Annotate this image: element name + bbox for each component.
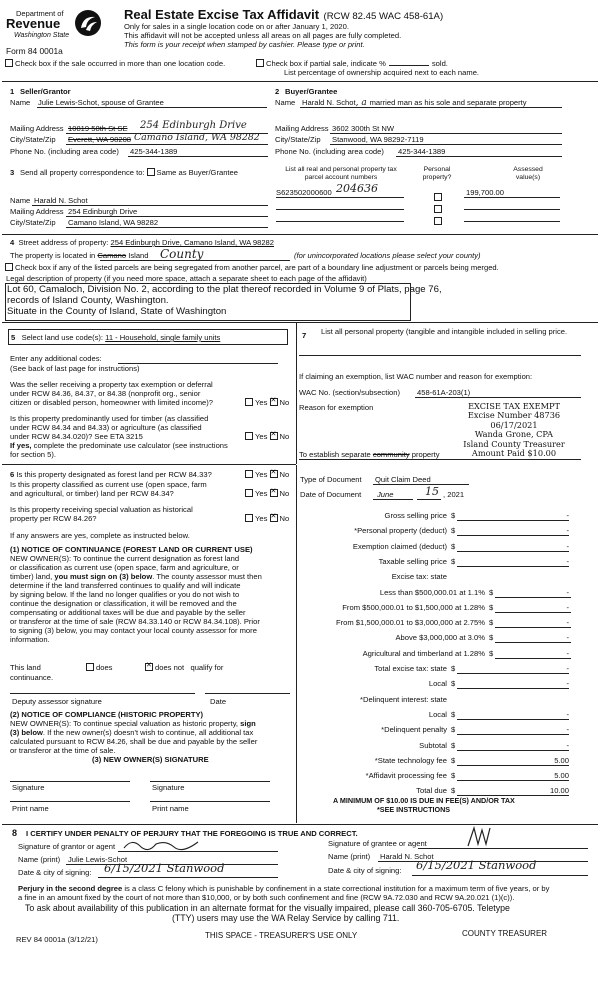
if-yes-bold: If yes, bbox=[10, 441, 32, 450]
parcel-col3-line2: value(s) bbox=[515, 174, 541, 181]
s8-grantee-name[interactable]: Harald N. Schot bbox=[380, 852, 434, 861]
s3-name[interactable]: Harald N. Schot bbox=[34, 196, 88, 205]
s6-date: Date bbox=[210, 697, 227, 706]
section-property bbox=[0, 235, 600, 321]
s8-grantor-name[interactable]: Julie Lewis-Schot bbox=[68, 855, 128, 864]
s6-n1-body bbox=[10, 554, 295, 644]
s5-for-section: for section 5). bbox=[10, 450, 57, 459]
s6-n2-body bbox=[10, 719, 295, 755]
perjury-rest: is a class C felony which is punishable by confinement in a state correctional institution for a maximum term of five years, or by bbox=[124, 884, 550, 893]
stamp-line-4: Wanda Grone, CPA bbox=[474, 429, 554, 440]
s3-same: Same as Buyer/Grantee bbox=[156, 168, 238, 177]
s6-sig-1[interactable]: Signature bbox=[12, 783, 45, 792]
s6-sig-2[interactable]: Signature bbox=[152, 783, 185, 792]
s6-q1-text: Is this property designated as forest land per RCW 84.33? bbox=[16, 470, 212, 479]
legal-line-1: Lot 60, Camaloch, Division No. 2, according to the plat thereof recorded in Volume 9 of Plats, page 76, bbox=[7, 284, 442, 295]
n1-body-a: NEW OWNER(S): To continue the current designation as forest land or classification as current use (open space, farm and agriculture, or timber) land, bbox=[10, 554, 240, 581]
doc-date-label: Date of Document bbox=[300, 490, 362, 499]
tax-value-b5[interactable]: - bbox=[566, 648, 569, 658]
s6-any-yes: If any answers are yes, complete as instructed below. bbox=[10, 531, 190, 540]
s6-q2-yesno[interactable] bbox=[245, 489, 289, 498]
tax-label-delinq-int: *Delinquent interest: state bbox=[360, 694, 447, 704]
no-label: No bbox=[279, 514, 290, 523]
s8-sig-grantee-label: Signature of grantee or agent bbox=[328, 839, 427, 848]
reason-struck: community bbox=[372, 450, 410, 459]
buyer-phone[interactable]: 425-344-1389 bbox=[398, 147, 446, 156]
s8-certify: I CERTIFY UNDER PENALTY OF PERJURY THAT THE FOREGOING IS TRUE AND CORRECT. bbox=[26, 829, 358, 838]
no-label: No bbox=[279, 432, 290, 441]
land-use-box bbox=[8, 329, 288, 345]
assessed-value[interactable]: 199,700.00 bbox=[466, 188, 505, 197]
s3-name-label: Name bbox=[10, 196, 31, 205]
multi-location-check[interactable] bbox=[5, 59, 225, 68]
s4-county-hand[interactable]: County bbox=[160, 247, 204, 261]
header-note-1: Only for sales in a single location code on or after January 1, 2020. bbox=[124, 22, 349, 31]
s6-q1-yesno[interactable] bbox=[245, 470, 289, 479]
s4-address-row bbox=[10, 238, 274, 247]
parcel-hand: 204636 bbox=[336, 182, 378, 195]
parcel-col3-line1: Assessed bbox=[513, 166, 543, 173]
perjury-bold: Perjury in the second degree bbox=[18, 884, 123, 893]
s7-wac[interactable]: 458-61A-203(1) bbox=[417, 388, 471, 397]
s5-exempt-q: Was the seller receiving a property tax exemption or deferral under RCW 84.36, 84.37, or 84.38 (nonprofit org., senior citizen or disabled person, homeowner with limited income)? bbox=[10, 380, 214, 407]
section-seller bbox=[0, 82, 300, 162]
tax-dollar-b3: $ bbox=[489, 618, 494, 628]
s4-address[interactable]: 254 Edinburgh Drive, Camano Island, WA 98282 bbox=[110, 238, 275, 247]
s6-n3-title: (3) NEW OWNER(S) SIGNATURE bbox=[92, 755, 209, 764]
tax-value-b1[interactable]: - bbox=[566, 587, 569, 597]
tax-dollar-exemption: $ bbox=[451, 541, 456, 551]
s3-city[interactable]: Camano Island, WA 98282 bbox=[68, 218, 159, 227]
yes-label: Yes bbox=[255, 470, 268, 479]
stamp-line-5: Island County Treasurer bbox=[463, 438, 565, 449]
tax-dollar-total-excise: $ bbox=[451, 664, 456, 673]
tax-label-local: Local bbox=[428, 679, 447, 689]
tax-label-gross: Gross selling price bbox=[384, 511, 447, 520]
tax-label-b5: Agricultural and timberland at 1.28% bbox=[362, 648, 485, 658]
dept-line1: Department of bbox=[16, 9, 64, 18]
parcel-col3 bbox=[490, 166, 566, 182]
s6-does[interactable] bbox=[86, 663, 112, 672]
tax-label-b4: Above $3,000,000 at 3.0% bbox=[395, 633, 485, 643]
doc-type[interactable]: Quit Claim Deed bbox=[375, 475, 431, 484]
s4-segregated-text: Check box if any of the listed parcels are being segregated from another parcel, are part of a boundary line adjustment or parcels being merged. bbox=[15, 263, 499, 272]
parcel-col2 bbox=[410, 166, 464, 182]
section-land-use bbox=[0, 322, 298, 466]
s6-q2b: and agricultural, or timber) land per RCW 84.34? bbox=[10, 489, 174, 498]
seller-mail-hand[interactable]: 254 Edinburgh Drive bbox=[140, 120, 247, 131]
tax-value-gross[interactable]: - bbox=[566, 511, 569, 520]
title-ref: (RCW 82.45 WAC 458-61A) bbox=[323, 11, 444, 22]
s4-unincorporated: (for unincorporated locations please select your county) bbox=[294, 251, 481, 260]
does-not-label: does not bbox=[155, 663, 185, 672]
tax-dollar-delinq-pen: $ bbox=[451, 725, 456, 735]
buyer-num: 2 bbox=[275, 87, 280, 96]
does-label: does bbox=[96, 663, 113, 672]
s8-alt-1: To ask about availability of this publication in an alternate format for the visually impaired, please call 360-705-6705. Teletype bbox=[25, 903, 510, 913]
s5-exempt-yesno[interactable] bbox=[245, 398, 289, 407]
s6-print-2[interactable]: Print name bbox=[152, 804, 189, 813]
tax-value-local[interactable]: - bbox=[566, 679, 569, 689]
tax-label-total-due: Total due bbox=[416, 786, 447, 796]
buyer-name-a: Harald N. Schot bbox=[302, 98, 356, 107]
s6-n2-title: (2) NOTICE OF COMPLIANCE (HISTORIC PROPERTY) bbox=[10, 710, 204, 719]
s4-located bbox=[10, 251, 148, 260]
footer-rev: REV 84 0001a (3/12/21) bbox=[16, 935, 98, 944]
s7-wac-label: WAC No. (section/subsection) bbox=[299, 388, 401, 397]
list-pct-text: List percentage of ownership acquired next to each name. bbox=[284, 68, 480, 77]
dept-line2: Revenue bbox=[6, 16, 61, 31]
tax-value-total-due[interactable]: 10.00 bbox=[549, 786, 569, 796]
s6-does-not[interactable] bbox=[145, 663, 223, 672]
seller-mail-label: Mailing Address bbox=[10, 124, 64, 133]
s8-grantor-name-label: Name (print) bbox=[18, 855, 61, 864]
s3-mail[interactable]: 254 Edinburgh Drive bbox=[68, 207, 138, 216]
tax-label-taxable: Taxable selling price bbox=[378, 556, 447, 566]
seller-mail-struck: 10819 58th St SE bbox=[68, 124, 128, 133]
tax-dollar-subtotal: $ bbox=[451, 740, 456, 750]
form-number: Form 84 0001a bbox=[6, 46, 63, 56]
parcel-col2-line1: Personal bbox=[423, 166, 451, 173]
tax-label-personal: *Personal property (deduct) bbox=[354, 526, 447, 536]
personal-checkbox-3[interactable] bbox=[434, 213, 444, 231]
tax-dollar-local: $ bbox=[451, 679, 456, 689]
doc-type-label: Type of Document bbox=[300, 475, 362, 484]
seller-num: 1 bbox=[10, 87, 15, 96]
buyer-mail[interactable]: 3602 300th St NW bbox=[332, 124, 395, 133]
s5-code[interactable]: 11 - Household, single family units bbox=[105, 333, 221, 342]
buyer-name-label: Name bbox=[275, 98, 296, 107]
s4-located-label: The property is located in bbox=[10, 251, 96, 260]
tax-value-b3[interactable]: - bbox=[566, 618, 569, 628]
s3-num: 3 bbox=[10, 168, 15, 177]
section-personal-property bbox=[297, 322, 597, 464]
s7-num: 7 bbox=[302, 331, 307, 340]
parcel-table bbox=[276, 162, 600, 234]
s7-text: List all personal property (tangible and intangible included in selling price. bbox=[321, 327, 568, 336]
seller-name[interactable]: Julie Lewis-Schot, spouse of Grantee bbox=[38, 98, 164, 107]
tax-dollar-total-due: $ bbox=[451, 786, 456, 796]
n2-body-a: NEW OWNER(S): To continue special valuation as historic property, bbox=[10, 719, 239, 728]
s7-claiming: If claiming an exemption, list WAC number and reason for exemption: bbox=[299, 372, 533, 381]
stamp-line-6: Amount Paid $10.00 bbox=[471, 448, 557, 459]
stamp-line-2: Excise Number 48736 bbox=[467, 410, 561, 421]
yes-label: Yes bbox=[255, 432, 268, 441]
exempt-stamp bbox=[449, 402, 579, 458]
seller-city-struck: Everett, WA 98208 bbox=[68, 135, 132, 144]
dept-line3: Washington State bbox=[14, 32, 70, 39]
multi-location-text: Check box if the sale occurred in more than one location code. bbox=[15, 59, 226, 68]
tax-value-local2[interactable]: - bbox=[566, 709, 569, 719]
header-note-2: This affidavit will not be accepted unless all areas on all pages are fully completed. bbox=[124, 31, 402, 40]
tax-minimum: A MINIMUM OF $10.00 IS DUE IN FEE(S) AND/OR TAX bbox=[333, 796, 515, 805]
s6-this-land: This land bbox=[10, 663, 41, 672]
seller-phone[interactable]: 425-344-1389 bbox=[130, 147, 178, 156]
s3-text bbox=[20, 168, 238, 177]
buyer-city[interactable]: Stanwood, WA 98292-7119 bbox=[332, 135, 424, 144]
tax-label-delinq-pen: *Delinquent penalty bbox=[381, 725, 447, 735]
tax-dollar-b5: $ bbox=[489, 648, 494, 658]
tax-value-total-excise[interactable]: - bbox=[566, 664, 569, 673]
s6-deputy: Deputy assessor signature bbox=[12, 697, 102, 706]
buyer-city-label: City/State/Zip bbox=[275, 135, 321, 144]
s8-num: 8 bbox=[12, 828, 18, 838]
s6-q3-yesno[interactable] bbox=[245, 514, 289, 523]
s6-q3b: property per RCW 84.26? bbox=[10, 514, 97, 523]
tax-value-b2[interactable]: - bbox=[566, 602, 569, 612]
reason-end: property bbox=[411, 450, 440, 459]
s5-timber-yesno[interactable] bbox=[245, 432, 289, 441]
if-yes-rest: complete the predominate use calculator (see instructions bbox=[33, 441, 228, 450]
n2-body-b: (3) below bbox=[10, 728, 43, 737]
tax-value-delinq-pen[interactable]: - bbox=[566, 725, 569, 735]
s6-q3a: Is this property receiving special valuation as historical bbox=[10, 505, 193, 514]
s5-if-yes bbox=[10, 441, 228, 450]
tax-value-taxable[interactable]: - bbox=[566, 556, 569, 566]
s6-n1-title: (1) NOTICE OF CONTINUANCE (FOREST LAND OR CURRENT USE) bbox=[10, 545, 253, 554]
tax-label-total-excise: Total excise tax: state bbox=[374, 664, 447, 673]
s8-sig-grantor-label: Signature of grantor or agent bbox=[18, 842, 116, 851]
tax-label-local2: Local bbox=[428, 709, 447, 719]
tax-label-tech-fee: *State technology fee bbox=[374, 755, 447, 765]
yes-label: Yes bbox=[255, 514, 268, 523]
s8-alt-2: (TTY) users may use the WA Relay Service by calling 711. bbox=[172, 913, 400, 923]
tax-dollar-b1: $ bbox=[489, 587, 494, 597]
tax-value-tech-fee[interactable]: 5.00 bbox=[554, 755, 569, 765]
tax-see-instr: *SEE INSTRUCTIONS bbox=[377, 805, 451, 814]
s4-segregated[interactable] bbox=[5, 263, 499, 272]
header bbox=[0, 0, 600, 77]
s5-timber-q: Is this property predominantly used for timber (as classified under RCW 84.34 and 84.33) or agriculture (as classified under RCW 84.34.020)? See ETA 3215 bbox=[10, 414, 209, 441]
s6-continuance: continuance. bbox=[10, 673, 54, 682]
tax-value-b4[interactable]: - bbox=[566, 633, 569, 643]
s7-reason[interactable] bbox=[299, 450, 440, 459]
qualify-for-label: qualify for bbox=[190, 663, 224, 672]
dor-logo bbox=[6, 8, 104, 48]
n1-body-b: . The county assessor must then determine if the land transferred continues to qualify and will indicate by signing below. If the land no longer qualifies or you do not wish to continue the designation or classification, it will be removed and the compensating or additional taxes will be due and payable by the seller or transferor at the time of sale (RCW 84.33.140 or RCW 84.34.108). Prior to signing (3) below, you may contact your local county assessor for more information. bbox=[10, 572, 262, 644]
checkbox-icon[interactable] bbox=[5, 263, 13, 271]
header-note-3: This form is your receipt when stamped by cashier. Please type or print. bbox=[124, 40, 365, 49]
no-label: No bbox=[279, 470, 290, 479]
s8-grantee-date-label: Date & city of signing: bbox=[328, 866, 402, 875]
legal-line-3: Situate in the County of Island, State of Washington bbox=[7, 306, 227, 317]
section-certify bbox=[0, 824, 600, 988]
s8-grantor-date-hand[interactable]: 6/15/2021 Stanwood bbox=[104, 861, 225, 875]
buyer-mail-label: Mailing Address bbox=[275, 124, 329, 133]
tax-dollar-b4: $ bbox=[489, 633, 494, 643]
doc-date-year: , 2021 bbox=[443, 490, 465, 499]
title-text: Real Estate Excise Tax Affidavit bbox=[124, 7, 320, 22]
yes-label: Yes bbox=[255, 398, 268, 407]
s8-perjury-1 bbox=[18, 884, 549, 893]
s6-print-1[interactable]: Print name bbox=[12, 804, 49, 813]
reason-a: To establish separate bbox=[299, 450, 371, 459]
grantor-signature[interactable] bbox=[122, 836, 202, 852]
tax-dollar-tech-fee: $ bbox=[451, 755, 456, 765]
legal-line-2: records of Island County, Washington. bbox=[7, 295, 169, 306]
stamp-line-3: 06/17/2021 bbox=[490, 419, 538, 430]
footer-treasurer-only: THIS SPACE - TREASURER'S USE ONLY bbox=[205, 931, 358, 940]
tax-label-b1: Less than $500,000.01 at 1.1% bbox=[379, 587, 485, 597]
tax-value-subtotal[interactable]: - bbox=[566, 740, 569, 750]
section-correspondence bbox=[0, 162, 276, 234]
buyer-name-b: married man as his sole and separate property bbox=[369, 98, 527, 107]
no-label: No bbox=[279, 489, 290, 498]
footer-county: COUNTY TREASURER bbox=[462, 929, 548, 938]
s8-perjury-2: a fine in an amount fixed by the court of not more than $10,000, or by both such confinement and fine (RCW 9A.72.030 and RCW 9A.20.021 (1)(c)). bbox=[18, 893, 515, 902]
tax-value-aff-fee[interactable]: 5.00 bbox=[554, 771, 569, 781]
tax-dollar-aff-fee: $ bbox=[451, 771, 456, 781]
buyer-phone-label: Phone No. (including area code) bbox=[275, 147, 384, 156]
seller-name-label: Name bbox=[10, 98, 31, 107]
doc-date-month[interactable]: June bbox=[377, 490, 394, 499]
tax-dollar-taxable: $ bbox=[451, 556, 456, 566]
seller-city-hand[interactable]: Camano Island, WA 98282 bbox=[134, 132, 260, 143]
seller-heading: Seller/Grantor bbox=[20, 87, 71, 96]
section-buyer bbox=[270, 82, 600, 162]
s4-legal-label: Legal description of property (if you need more space, attach a separate sheet to each page of the affidavit) bbox=[6, 274, 367, 283]
s5-see-list: (See back of last page for instructions) bbox=[10, 364, 140, 373]
tax-dollar-b2: $ bbox=[489, 602, 494, 612]
s6-q2a: Is this property classified as current use (open space, farm bbox=[10, 480, 207, 489]
tax-label-b3: From $1,500,000.01 to $3,000,000 at 2.75% bbox=[335, 618, 485, 628]
s4-located-struck: Camano bbox=[97, 251, 127, 260]
tax-value-personal[interactable]: - bbox=[566, 526, 569, 536]
s3-city-label: City/State/Zip bbox=[10, 218, 56, 227]
s7-reason-label: Reason for exemption bbox=[299, 403, 374, 412]
doc-date-day[interactable]: 15 bbox=[425, 485, 439, 498]
buyer-name[interactable]: Harald N. Schot, a married man as his sole and separate property bbox=[302, 98, 527, 108]
s8-grantee-name-label: Name (print) bbox=[328, 852, 371, 861]
s4-label: Street address of property: bbox=[18, 238, 109, 247]
tax-dollar-gross: $ bbox=[451, 511, 456, 520]
yes-label: Yes bbox=[255, 489, 268, 498]
stamp-line-1: EXCISE TAX EXEMPT bbox=[468, 401, 560, 411]
seller-phone-label: Phone No. (including area code) bbox=[10, 147, 119, 156]
no-label: No bbox=[279, 398, 290, 407]
tax-dollar-local2: $ bbox=[451, 709, 456, 719]
parcel-col1-line2: parcel account numbers bbox=[304, 174, 378, 181]
seller-city-label: City/State/Zip bbox=[10, 135, 56, 144]
tax-label-excise-state: Excise tax: state bbox=[391, 572, 447, 582]
partial-sale-check[interactable] bbox=[256, 59, 448, 68]
s6-q1 bbox=[10, 470, 212, 479]
dor-swirl-icon bbox=[74, 8, 102, 38]
same-checkbox-icon[interactable] bbox=[147, 168, 155, 176]
buyer-heading: Buyer/Grantee bbox=[285, 87, 338, 96]
n2-sign: sign bbox=[240, 719, 256, 728]
checkbox-icon[interactable] bbox=[256, 59, 264, 67]
s3-mail-label: Mailing Address bbox=[10, 207, 64, 216]
tax-label-exemption: Exemption claimed (deduct) bbox=[352, 541, 447, 551]
n1-bold: you must sign on (3) below bbox=[54, 572, 153, 581]
parcel-col1-line1: List all real and personal property tax bbox=[285, 166, 397, 173]
s4-num: 4 bbox=[10, 238, 15, 247]
tax-dollar-personal: $ bbox=[451, 526, 456, 536]
section-tax bbox=[297, 465, 597, 825]
s5-select: Select land use code(s): bbox=[21, 333, 104, 342]
n2-body-c: . If the new owner(s) doesn't wish to continue, all additional tax calculated pursuant to RCW 84.26, shall be due and payable by the seller or transferor at the time of sale. bbox=[10, 728, 258, 755]
partial-sale-text: Check box if partial sale, indicate % bbox=[266, 59, 386, 68]
land-use-row bbox=[11, 333, 220, 342]
s4-located-typed: Island bbox=[128, 251, 149, 260]
tax-label-b2: From $500,000.01 to $1,500,000 at 1.28% bbox=[342, 602, 485, 612]
s3-label: Send all property correspondence to: bbox=[20, 168, 145, 177]
tax-value-exemption[interactable]: - bbox=[566, 541, 569, 551]
legal-description-box[interactable] bbox=[5, 283, 442, 321]
section-forest bbox=[0, 465, 298, 825]
s5-num: 5 bbox=[11, 333, 16, 342]
s8-grantor-date-label: Date & city of signing: bbox=[18, 868, 92, 877]
sold-text: sold. bbox=[431, 59, 448, 68]
s8-grantee-date-hand[interactable]: 6/15/2021 Stanwood bbox=[416, 858, 537, 872]
s6-num: 6 bbox=[10, 470, 15, 479]
parcel-col2-line2: property? bbox=[422, 174, 452, 181]
checkbox-icon[interactable] bbox=[5, 59, 13, 67]
tax-label-subtotal: Subtotal bbox=[419, 740, 447, 750]
tax-label-aff-fee: *Affidavit processing fee bbox=[365, 771, 447, 781]
s5-additional: Enter any additional codes: bbox=[10, 354, 102, 363]
parcel-col1 bbox=[276, 166, 406, 182]
parcel-number[interactable]: S623502000600 bbox=[276, 188, 332, 197]
